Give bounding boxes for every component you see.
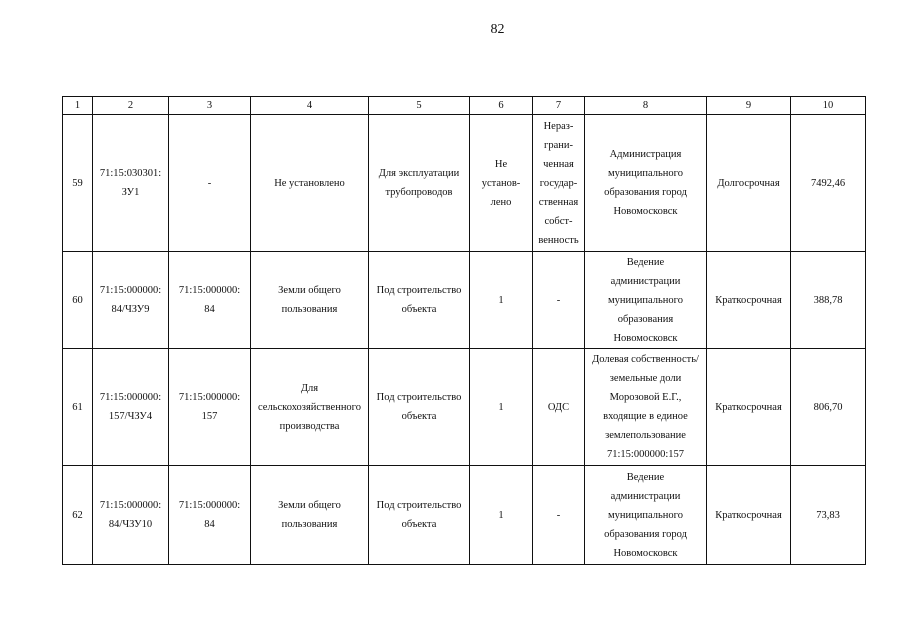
ownership-form: ОДС xyxy=(533,349,585,466)
column-header: 6 xyxy=(470,97,533,115)
land-category: Для сельскохозяйственного производства xyxy=(251,349,369,466)
column-6-value: 1 xyxy=(470,252,533,349)
area: 73,83 xyxy=(791,466,866,565)
parent-cadastral-number: - xyxy=(169,115,251,252)
parent-cadastral-number: 71:15:000000: 84 xyxy=(169,252,251,349)
column-6-value: Не установ- лено xyxy=(470,115,533,252)
column-header: 5 xyxy=(369,97,470,115)
land-category: Земли общего пользования xyxy=(251,466,369,565)
table-row xyxy=(63,115,866,252)
term: Краткосрочная xyxy=(707,466,791,565)
cadastral-number: 71:15:000000: 84/ЧЗУ10 xyxy=(93,466,169,565)
term: Краткосрочная xyxy=(707,349,791,466)
rights-holder: Долевая собственность/ земельные доли Морозовой Е.Г., входящие в единое землепользование 71:15:000000:157 xyxy=(585,349,707,466)
table-row xyxy=(63,349,866,466)
cadastral-number: 71:15:000000: 157/ЧЗУ4 xyxy=(93,349,169,466)
column-header: 8 xyxy=(585,97,707,115)
row-number: 59 xyxy=(63,115,93,252)
row-number: 60 xyxy=(63,252,93,349)
column-header: 7 xyxy=(533,97,585,115)
cadastral-number: 71:15:000000: 84/ЧЗУ9 xyxy=(93,252,169,349)
column-6-value: 1 xyxy=(470,466,533,565)
table-row xyxy=(63,466,866,565)
column-header: 9 xyxy=(707,97,791,115)
column-header: 2 xyxy=(93,97,169,115)
area: 7492,46 xyxy=(791,115,866,252)
land-plots-table xyxy=(62,96,866,565)
column-6-value: 1 xyxy=(470,349,533,466)
permitted-use: Для эксплуатации трубопроводов xyxy=(369,115,470,252)
column-header: 4 xyxy=(251,97,369,115)
column-header: 10 xyxy=(791,97,866,115)
table-header-row xyxy=(63,97,866,115)
term: Краткосрочная xyxy=(707,252,791,349)
land-category: Не установлено xyxy=(251,115,369,252)
parent-cadastral-number: 71:15:000000: 157 xyxy=(169,349,251,466)
permitted-use: Под строительство объекта xyxy=(369,349,470,466)
area: 388,78 xyxy=(791,252,866,349)
rights-holder: Администрация муниципального образования город Новомосковск xyxy=(585,115,707,252)
rights-holder: Ведение администрации муниципального образования Новомосковск xyxy=(585,252,707,349)
permitted-use: Под строительство объекта xyxy=(369,466,470,565)
cadastral-number: 71:15:030301: ЗУ1 xyxy=(93,115,169,252)
area: 806,70 xyxy=(791,349,866,466)
permitted-use: Под строительство объекта xyxy=(369,252,470,349)
row-number: 61 xyxy=(63,349,93,466)
parent-cadastral-number: 71:15:000000: 84 xyxy=(169,466,251,565)
ownership-form: - xyxy=(533,252,585,349)
ownership-form: - xyxy=(533,466,585,565)
row-number: 62 xyxy=(63,466,93,565)
rights-holder: Ведение администрации муниципального образования город Новомосковск xyxy=(585,466,707,565)
land-category: Земли общего пользования xyxy=(251,252,369,349)
column-header: 1 xyxy=(63,97,93,115)
column-header: 3 xyxy=(169,97,251,115)
table-row xyxy=(63,252,866,349)
page-number: 82 xyxy=(490,22,505,37)
ownership-form: Нераз- грани- ченная государ- ственная собст- венность xyxy=(533,115,585,252)
term: Долгосрочная xyxy=(707,115,791,252)
